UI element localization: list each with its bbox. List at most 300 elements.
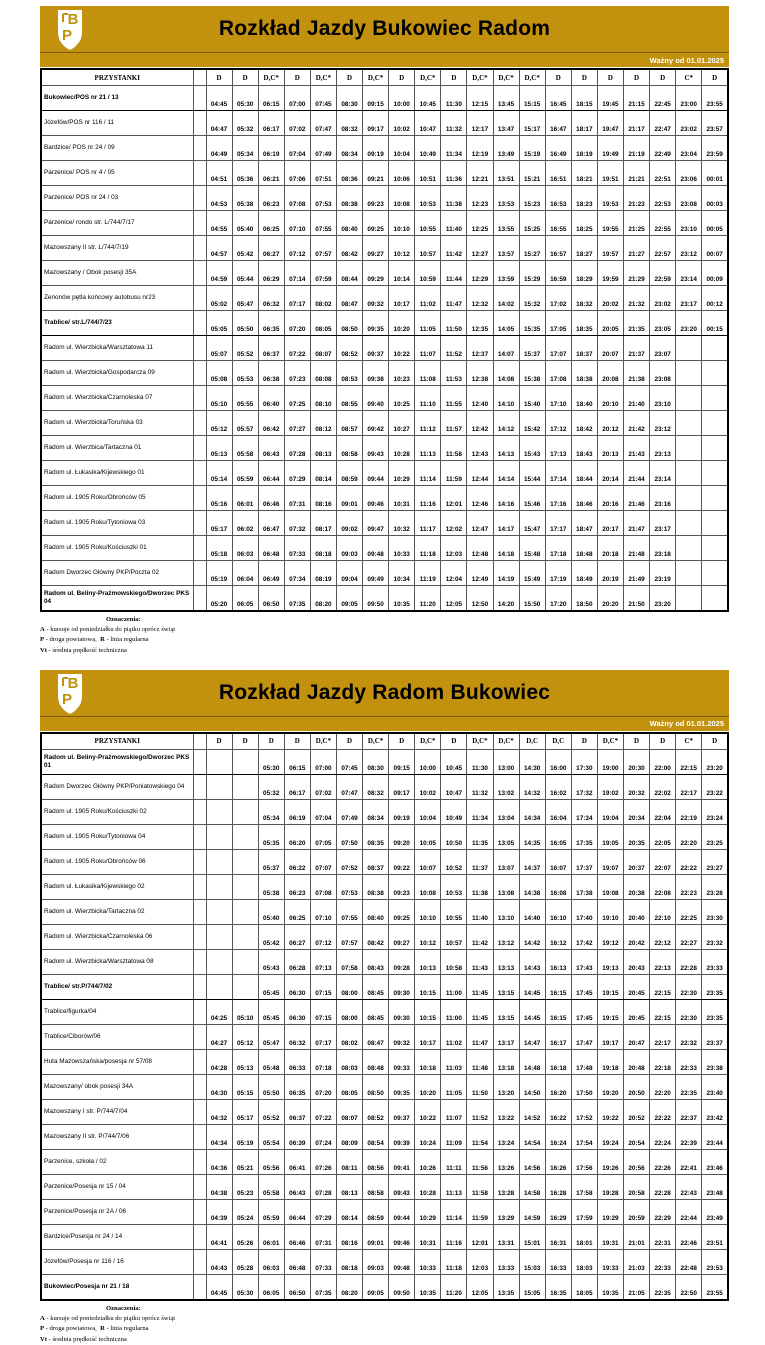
departure-time: 12:27 bbox=[467, 236, 493, 261]
departure-time: 10:02 bbox=[389, 111, 415, 136]
departure-time: 15:25 bbox=[519, 211, 545, 236]
departure-time: 07:58 bbox=[336, 949, 362, 974]
departure-time: 23:59 bbox=[702, 136, 728, 161]
departure-time: 05:57 bbox=[232, 411, 258, 436]
departure-time: 12:40 bbox=[467, 386, 493, 411]
timetable-row bbox=[41, 874, 728, 899]
service-type-header: D,C bbox=[519, 733, 545, 750]
service-type-header: D bbox=[441, 69, 467, 86]
spacer-cell bbox=[193, 336, 206, 361]
service-type-header: D bbox=[624, 733, 650, 750]
departure-time: 11:40 bbox=[441, 211, 467, 236]
empty-time-cell bbox=[206, 749, 232, 774]
departure-time: 09:38 bbox=[363, 361, 389, 386]
departure-time: 05:52 bbox=[232, 336, 258, 361]
timetable-row bbox=[41, 1124, 728, 1149]
empty-time-cell bbox=[676, 586, 702, 612]
departure-time: 09:43 bbox=[363, 436, 389, 461]
departure-time: 10:06 bbox=[389, 161, 415, 186]
legend bbox=[40, 1304, 729, 1345]
stop-name: Mazowszany II str. L/744/7/19 bbox=[41, 236, 193, 261]
stop-name: Radom ul. Wierzbicka/Gospodarcza 09 bbox=[41, 361, 193, 386]
departure-time: 06:30 bbox=[284, 999, 310, 1024]
departure-time: 23:18 bbox=[650, 536, 676, 561]
departure-time: 23:07 bbox=[650, 336, 676, 361]
stop-name: Radom ul. 1905 Roku/Kościuszki 02 bbox=[41, 799, 193, 824]
board-title: Rozkład Jazdy Radom Bukowiec bbox=[218, 680, 551, 704]
departure-time: 04:28 bbox=[206, 1049, 232, 1074]
departure-time: 18:17 bbox=[571, 111, 597, 136]
departure-time: 07:04 bbox=[310, 799, 336, 824]
departure-time: 07:49 bbox=[310, 136, 336, 161]
departure-time: 11:38 bbox=[441, 186, 467, 211]
spacer-cell bbox=[193, 849, 206, 874]
departure-time: 06:19 bbox=[284, 799, 310, 824]
departure-time: 05:26 bbox=[232, 1224, 258, 1249]
departure-time: 08:40 bbox=[336, 211, 362, 236]
empty-time-cell bbox=[232, 874, 258, 899]
departure-time: 23:02 bbox=[676, 111, 702, 136]
departure-time: 16:49 bbox=[545, 136, 571, 161]
departure-time: 05:56 bbox=[258, 1149, 284, 1174]
departure-time: 17:20 bbox=[545, 586, 571, 612]
departure-time: 18:19 bbox=[571, 136, 597, 161]
departure-time: 07:52 bbox=[336, 849, 362, 874]
departure-time: 11:57 bbox=[441, 411, 467, 436]
departure-time: 15:40 bbox=[519, 386, 545, 411]
stop-name: Trablice/ str.P/744/7/02 bbox=[41, 974, 193, 999]
departure-time: 09:04 bbox=[336, 561, 362, 586]
stop-name: Radom ul. Wierzbicka/Toruńska 03 bbox=[41, 411, 193, 436]
departure-time: 18:46 bbox=[571, 486, 597, 511]
departure-time: 09:48 bbox=[389, 1249, 415, 1274]
departure-time: 21:46 bbox=[624, 486, 650, 511]
stop-name: Radom ul. 1905 Roku/Obrońców 05 bbox=[41, 486, 193, 511]
departure-time: 08:54 bbox=[363, 1124, 389, 1149]
departure-time: 04:47 bbox=[206, 111, 232, 136]
timetable-row bbox=[41, 1099, 728, 1124]
empty-time-cell bbox=[702, 561, 728, 586]
departure-time: 07:32 bbox=[284, 511, 310, 536]
departure-time: 04:51 bbox=[206, 161, 232, 186]
empty-time-cell bbox=[702, 486, 728, 511]
departure-time: 11:05 bbox=[415, 311, 441, 336]
departure-time: 08:40 bbox=[363, 899, 389, 924]
timetable-row bbox=[41, 1199, 728, 1224]
stop-name: Mazowszany II str. P/744/7/06 bbox=[41, 1124, 193, 1149]
departure-time: 08:00 bbox=[336, 974, 362, 999]
departure-time: 09:50 bbox=[363, 586, 389, 612]
departure-time: 06:43 bbox=[284, 1174, 310, 1199]
svg-text:P: P bbox=[61, 690, 73, 708]
departure-time: 23:17 bbox=[650, 511, 676, 536]
timetable-row bbox=[41, 824, 728, 849]
spacer-cell bbox=[193, 1249, 206, 1274]
departure-time: 22:27 bbox=[676, 924, 702, 949]
departure-time: 08:09 bbox=[336, 1124, 362, 1149]
departure-time: 10:20 bbox=[415, 1074, 441, 1099]
departure-time: 15:23 bbox=[519, 186, 545, 211]
departure-time: 16:10 bbox=[545, 899, 571, 924]
service-type-header: D bbox=[389, 733, 415, 750]
departure-time: 21:03 bbox=[624, 1249, 650, 1274]
empty-time-cell bbox=[206, 899, 232, 924]
departure-time: 16:33 bbox=[545, 1249, 571, 1274]
departure-time: 06:23 bbox=[258, 186, 284, 211]
departure-time: 11:10 bbox=[415, 386, 441, 411]
departure-time: 20:48 bbox=[624, 1049, 650, 1074]
departure-time: 07:17 bbox=[310, 1024, 336, 1049]
departure-time: 10:02 bbox=[415, 774, 441, 799]
departure-time: 23:55 bbox=[702, 1274, 728, 1300]
departure-time: 04:59 bbox=[206, 261, 232, 286]
departure-time: 05:17 bbox=[206, 511, 232, 536]
departure-time: 06:27 bbox=[258, 236, 284, 261]
departure-time: 10:12 bbox=[415, 924, 441, 949]
departure-time: 06:21 bbox=[258, 161, 284, 186]
departure-time: 10:45 bbox=[441, 749, 467, 774]
empty-time-cell bbox=[676, 336, 702, 361]
departure-time: 11:59 bbox=[467, 1199, 493, 1224]
departure-time: 22:28 bbox=[676, 949, 702, 974]
stop-name: Radom ul. 1905 Roku/Tytoniowa 03 bbox=[41, 511, 193, 536]
departure-time: 23:05 bbox=[650, 311, 676, 336]
departure-time: 12:01 bbox=[467, 1224, 493, 1249]
departure-time: 20:47 bbox=[624, 1024, 650, 1049]
departure-time: 17:13 bbox=[545, 436, 571, 461]
departure-time: 05:55 bbox=[232, 386, 258, 411]
departure-time: 06:15 bbox=[258, 86, 284, 111]
departure-time: 22:05 bbox=[650, 824, 676, 849]
departure-time: 05:59 bbox=[258, 1199, 284, 1224]
departure-time: 23:33 bbox=[702, 949, 728, 974]
departure-time: 22:17 bbox=[650, 1024, 676, 1049]
departure-time: 23:10 bbox=[650, 386, 676, 411]
departure-time: 19:35 bbox=[597, 1274, 623, 1300]
service-type-header: D bbox=[389, 69, 415, 86]
departure-time: 09:22 bbox=[389, 849, 415, 874]
bus-company-logo bbox=[52, 8, 88, 57]
departure-time: 11:07 bbox=[415, 336, 441, 361]
departure-time: 09:20 bbox=[389, 824, 415, 849]
departure-time: 00:03 bbox=[702, 186, 728, 211]
departure-time: 06:05 bbox=[232, 586, 258, 612]
departure-time: 07:47 bbox=[310, 111, 336, 136]
spacer-cell bbox=[193, 236, 206, 261]
departure-time: 05:30 bbox=[232, 1274, 258, 1300]
departure-time: 22:30 bbox=[676, 974, 702, 999]
service-type-header: C* bbox=[676, 733, 702, 750]
departure-time: 05:35 bbox=[258, 824, 284, 849]
spacer-cell bbox=[193, 111, 206, 136]
departure-time: 08:13 bbox=[336, 1174, 362, 1199]
empty-time-cell bbox=[232, 749, 258, 774]
departure-time: 07:05 bbox=[310, 824, 336, 849]
departure-time: 07:15 bbox=[310, 974, 336, 999]
valid-from-label: Ważny od 01.01.2025 bbox=[649, 719, 724, 729]
column-header-row bbox=[41, 69, 728, 86]
departure-time: 08:44 bbox=[336, 261, 362, 286]
departure-time: 11:50 bbox=[467, 1074, 493, 1099]
departure-time: 18:01 bbox=[571, 1224, 597, 1249]
departure-time: 07:25 bbox=[284, 386, 310, 411]
departure-time: 06:01 bbox=[232, 486, 258, 511]
departure-time: 21:27 bbox=[624, 236, 650, 261]
departure-time: 11:11 bbox=[441, 1149, 467, 1174]
departure-time: 15:35 bbox=[519, 311, 545, 336]
departure-time: 06:42 bbox=[258, 411, 284, 436]
departure-time: 05:13 bbox=[206, 436, 232, 461]
departure-time: 08:56 bbox=[363, 1149, 389, 1174]
departure-time: 16:18 bbox=[545, 1049, 571, 1074]
departure-time: 06:32 bbox=[284, 1024, 310, 1049]
departure-time: 09:35 bbox=[363, 311, 389, 336]
departure-time: 22:10 bbox=[650, 899, 676, 924]
departure-time: 15:19 bbox=[519, 136, 545, 161]
departure-time: 11:40 bbox=[467, 899, 493, 924]
departure-time: 06:03 bbox=[258, 1249, 284, 1274]
departure-time: 06:37 bbox=[284, 1099, 310, 1124]
departure-time: 16:15 bbox=[545, 974, 571, 999]
stop-name: Bukowiec/Posesja nr 21 / 18 bbox=[41, 1274, 193, 1300]
departure-time: 15:50 bbox=[519, 586, 545, 612]
departure-time: 17:42 bbox=[571, 924, 597, 949]
departure-time: 22:49 bbox=[650, 136, 676, 161]
departure-time: 11:16 bbox=[441, 1224, 467, 1249]
legend-title: Oznaczenia: bbox=[106, 616, 141, 623]
departure-time: 16:17 bbox=[545, 1024, 571, 1049]
departure-time: 11:32 bbox=[441, 111, 467, 136]
departure-time: 23:08 bbox=[676, 186, 702, 211]
legend-key: Vt bbox=[40, 1335, 47, 1343]
departure-time: 23:57 bbox=[702, 111, 728, 136]
departure-time: 06:25 bbox=[284, 899, 310, 924]
departure-time: 19:05 bbox=[597, 824, 623, 849]
departure-time: 14:14 bbox=[493, 461, 519, 486]
departure-time: 05:10 bbox=[232, 999, 258, 1024]
departure-time: 05:19 bbox=[206, 561, 232, 586]
service-type-header: D,C* bbox=[467, 733, 493, 750]
spacer-cell bbox=[193, 1049, 206, 1074]
departure-time: 17:56 bbox=[571, 1149, 597, 1174]
departure-time: 18:35 bbox=[571, 311, 597, 336]
departure-time: 12:49 bbox=[467, 561, 493, 586]
departure-time: 11:56 bbox=[467, 1149, 493, 1174]
departure-time: 23:04 bbox=[676, 136, 702, 161]
departure-time: 06:39 bbox=[284, 1124, 310, 1149]
departure-time: 05:34 bbox=[258, 799, 284, 824]
departure-time: 15:43 bbox=[519, 436, 545, 461]
departure-time: 10:31 bbox=[389, 486, 415, 511]
departure-time: 10:34 bbox=[389, 561, 415, 586]
departure-time: 00:12 bbox=[702, 286, 728, 311]
departure-time: 04:39 bbox=[206, 1199, 232, 1224]
departure-time: 17:52 bbox=[571, 1099, 597, 1124]
service-type-header: D bbox=[284, 69, 310, 86]
departure-time: 16:24 bbox=[545, 1124, 571, 1149]
departure-time: 17:34 bbox=[571, 799, 597, 824]
departure-time: 15:47 bbox=[519, 511, 545, 536]
departure-time: 11:43 bbox=[467, 949, 493, 974]
spacer-cell bbox=[193, 1099, 206, 1124]
service-type-header: D,C* bbox=[258, 69, 284, 86]
departure-time: 14:07 bbox=[493, 336, 519, 361]
departure-time: 05:20 bbox=[206, 586, 232, 612]
service-type-header: D bbox=[624, 69, 650, 86]
departure-time: 11:07 bbox=[441, 1099, 467, 1124]
departure-time: 04:41 bbox=[206, 1224, 232, 1249]
spacer-cell bbox=[193, 86, 206, 111]
stop-name: Trablice/figurka/04 bbox=[41, 999, 193, 1024]
departure-time: 13:28 bbox=[493, 1174, 519, 1199]
empty-time-cell bbox=[676, 536, 702, 561]
departure-time: 08:03 bbox=[336, 1049, 362, 1074]
departure-time: 16:13 bbox=[545, 949, 571, 974]
departure-time: 13:12 bbox=[493, 924, 519, 949]
departure-time: 10:28 bbox=[415, 1174, 441, 1199]
timetable-row bbox=[41, 999, 728, 1024]
departure-time: 18:05 bbox=[571, 1274, 597, 1300]
stop-name: Parzenice/Posesja nr 2A / 06 bbox=[41, 1199, 193, 1224]
departure-time: 22:35 bbox=[676, 1074, 702, 1099]
departure-time: 11:17 bbox=[415, 511, 441, 536]
departure-time: 11:13 bbox=[415, 436, 441, 461]
departure-time: 05:53 bbox=[232, 361, 258, 386]
stop-name: Radom ul. Wierzbicka/Warsztatowa 08 bbox=[41, 949, 193, 974]
departure-time: 09:46 bbox=[389, 1224, 415, 1249]
departure-time: 16:08 bbox=[545, 874, 571, 899]
departure-time: 14:45 bbox=[519, 999, 545, 1024]
departure-time: 16:00 bbox=[545, 749, 571, 774]
bus-company-logo bbox=[52, 672, 88, 721]
departure-time: 09:32 bbox=[363, 286, 389, 311]
departure-time: 05:12 bbox=[206, 411, 232, 436]
spacer-cell bbox=[193, 136, 206, 161]
departure-time: 08:10 bbox=[310, 386, 336, 411]
departure-time: 09:33 bbox=[389, 1049, 415, 1074]
departure-time: 19:24 bbox=[597, 1124, 623, 1149]
departure-time: 04:36 bbox=[206, 1149, 232, 1174]
departure-time: 10:33 bbox=[389, 536, 415, 561]
departure-time: 10:35 bbox=[389, 586, 415, 612]
departure-time: 22:46 bbox=[676, 1224, 702, 1249]
legend-key: Vt bbox=[40, 646, 47, 654]
empty-time-cell bbox=[676, 561, 702, 586]
departure-time: 19:08 bbox=[597, 874, 623, 899]
spacer-cell bbox=[193, 1199, 206, 1224]
departure-time: 08:05 bbox=[336, 1074, 362, 1099]
departure-time: 07:53 bbox=[310, 186, 336, 211]
service-type-header: D,C* bbox=[363, 69, 389, 86]
departure-time: 11:00 bbox=[441, 999, 467, 1024]
spacer-cell bbox=[193, 586, 206, 612]
departure-time: 21:23 bbox=[624, 186, 650, 211]
departure-time: 08:48 bbox=[363, 1049, 389, 1074]
empty-time-cell bbox=[206, 924, 232, 949]
departure-time: 23:27 bbox=[702, 849, 728, 874]
legend-line: Vt - średnia prędkość techniczna bbox=[40, 646, 127, 654]
departure-time: 16:53 bbox=[545, 186, 571, 211]
departure-time: 10:15 bbox=[415, 999, 441, 1024]
departure-time: 22:12 bbox=[650, 924, 676, 949]
spacer-cell bbox=[193, 974, 206, 999]
departure-time: 18:42 bbox=[571, 411, 597, 436]
departure-time: 22:30 bbox=[676, 999, 702, 1024]
departure-time: 13:24 bbox=[493, 1124, 519, 1149]
departure-time: 07:35 bbox=[310, 1274, 336, 1300]
departure-time: 05:40 bbox=[232, 211, 258, 236]
departure-time: 08:07 bbox=[310, 336, 336, 361]
departure-time: 06:23 bbox=[284, 874, 310, 899]
departure-time: 22:13 bbox=[650, 949, 676, 974]
departure-time: 10:47 bbox=[415, 111, 441, 136]
departure-time: 08:45 bbox=[363, 999, 389, 1024]
departure-time: 14:54 bbox=[519, 1124, 545, 1149]
departure-time: 13:18 bbox=[493, 1049, 519, 1074]
departure-time: 08:12 bbox=[310, 411, 336, 436]
departure-time: 08:32 bbox=[363, 774, 389, 799]
departure-time: 05:47 bbox=[258, 1024, 284, 1049]
service-type-header: D bbox=[206, 69, 232, 86]
departure-time: 14:16 bbox=[493, 486, 519, 511]
departure-time: 14:58 bbox=[519, 1174, 545, 1199]
legend-key: A bbox=[40, 1315, 45, 1323]
departure-time: 08:34 bbox=[363, 799, 389, 824]
service-type-header: D bbox=[336, 69, 362, 86]
departure-time: 16:28 bbox=[545, 1174, 571, 1199]
departure-time: 23:06 bbox=[676, 161, 702, 186]
departure-time: 12:23 bbox=[467, 186, 493, 211]
spacer-cell bbox=[193, 161, 206, 186]
departure-time: 09:50 bbox=[389, 1274, 415, 1300]
departure-time: 07:14 bbox=[284, 261, 310, 286]
timetable-row bbox=[41, 111, 728, 136]
departure-time: 08:47 bbox=[363, 1024, 389, 1049]
departure-time: 05:44 bbox=[232, 261, 258, 286]
departure-time: 13:59 bbox=[493, 261, 519, 286]
departure-time: 18:37 bbox=[571, 336, 597, 361]
departure-time: 14:59 bbox=[519, 1199, 545, 1224]
service-type-header: D,C* bbox=[310, 733, 336, 750]
departure-time: 14:12 bbox=[493, 411, 519, 436]
departure-time: 11:44 bbox=[441, 261, 467, 286]
spacer-cell bbox=[193, 749, 206, 774]
legend-line: A - kursuje od poniedziałku do piątku oprócz świąt bbox=[40, 626, 176, 634]
departure-time: 13:05 bbox=[493, 824, 519, 849]
departure-time: 09:23 bbox=[363, 186, 389, 211]
departure-time: 16:07 bbox=[545, 849, 571, 874]
departure-time: 11:54 bbox=[467, 1124, 493, 1149]
spacer-cell bbox=[193, 899, 206, 924]
departure-time: 06:48 bbox=[284, 1249, 310, 1274]
departure-time: 20:30 bbox=[624, 749, 650, 774]
departure-time: 07:33 bbox=[284, 536, 310, 561]
stop-name: Parzenice/ POS nr 24 / 03 bbox=[41, 186, 193, 211]
spacer-cell bbox=[193, 824, 206, 849]
departure-time: 06:05 bbox=[258, 1274, 284, 1300]
departure-time: 05:07 bbox=[206, 336, 232, 361]
departure-time: 22:32 bbox=[676, 1024, 702, 1049]
departure-time: 10:49 bbox=[441, 799, 467, 824]
service-type-header: D bbox=[702, 69, 728, 86]
departure-time: 12:19 bbox=[467, 136, 493, 161]
departure-time: 09:44 bbox=[389, 1199, 415, 1224]
departure-time: 04:32 bbox=[206, 1099, 232, 1124]
departure-time: 15:03 bbox=[519, 1249, 545, 1274]
departure-time: 06:03 bbox=[232, 536, 258, 561]
empty-time-cell bbox=[206, 849, 232, 874]
departure-time: 13:02 bbox=[493, 774, 519, 799]
